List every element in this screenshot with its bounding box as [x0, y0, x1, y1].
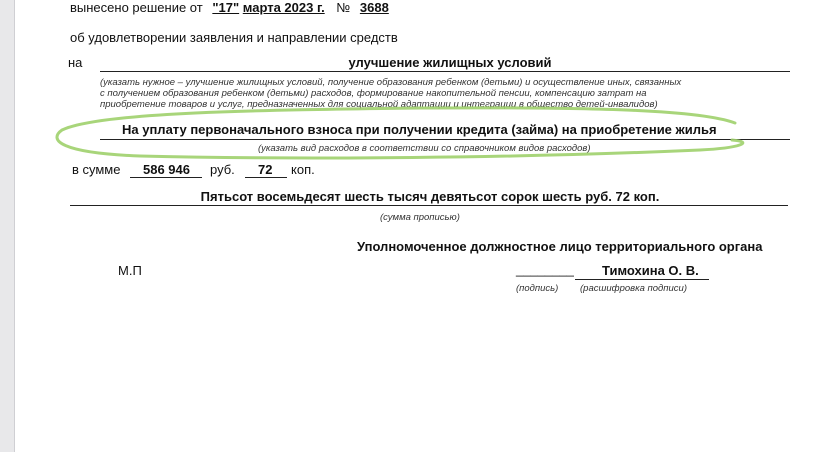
decision-date-day: "17": [212, 0, 240, 15]
official-title: Уполномоченное должностное лицо территориального органа: [357, 239, 763, 254]
amount-words-hint: (сумма прописью): [380, 212, 460, 223]
expense-hint: (указать вид расходов в соответствии со справочником видов расходов): [258, 143, 591, 154]
purpose-hint-3: приобретение товаров и услуг, предназначенных для социальной адаптации и интеграции в общество детей-инвалидов): [100, 99, 658, 110]
decision-line: [70, 0, 389, 15]
expense-underline: [100, 139, 790, 140]
stamp-label: М.П: [118, 263, 142, 278]
expense-value: На уплату первоначального взноса при получении кредита (займа) на приобретение жилья: [122, 122, 717, 137]
official-name-underline: [575, 279, 709, 280]
purpose-value: улучшение жилищных условий: [348, 55, 552, 70]
decision-number: 3688: [359, 0, 389, 15]
decision-date-rest: марта 2023 г.: [242, 0, 325, 15]
amount-kopecks-underline: [245, 177, 287, 178]
amount-kopecks: 72: [258, 162, 273, 177]
purpose-label: на: [68, 55, 83, 70]
amount-words: Пятьсот восемьдесят шесть тысяч девятьсот сорок шесть руб. 72 коп.: [200, 189, 660, 204]
amount-rubles-underline: [130, 177, 202, 178]
purpose-underline: [100, 71, 790, 72]
decision-number-sign: №: [336, 0, 351, 15]
signature-hint: (подпись): [516, 283, 559, 294]
amount-rubles: 586 946: [143, 162, 190, 177]
official-name: Тимохина О. В.: [602, 263, 699, 278]
purpose-hint-1: (указать нужное – улучшение жилищных условий, получение образования ребенком (детьми) и осуществление иных, связанных: [100, 77, 682, 88]
name-hint: (расшифровка подписи): [580, 283, 687, 294]
signature-line: ________: [516, 262, 574, 277]
about-text: об удовлетворении заявления и направлении средств: [70, 30, 398, 45]
purpose-hint-2: с получением образования ребенком (детьми) расходов, формирование накопительной пенсии, компенсацию затрат на: [100, 88, 647, 99]
amount-rub-label: руб.: [210, 162, 235, 177]
amount-words-underline: [70, 205, 788, 206]
amount-label: в сумме: [72, 162, 121, 177]
amount-kop-label: коп.: [291, 162, 315, 177]
decision-prefix: вынесено решение от: [70, 0, 203, 15]
